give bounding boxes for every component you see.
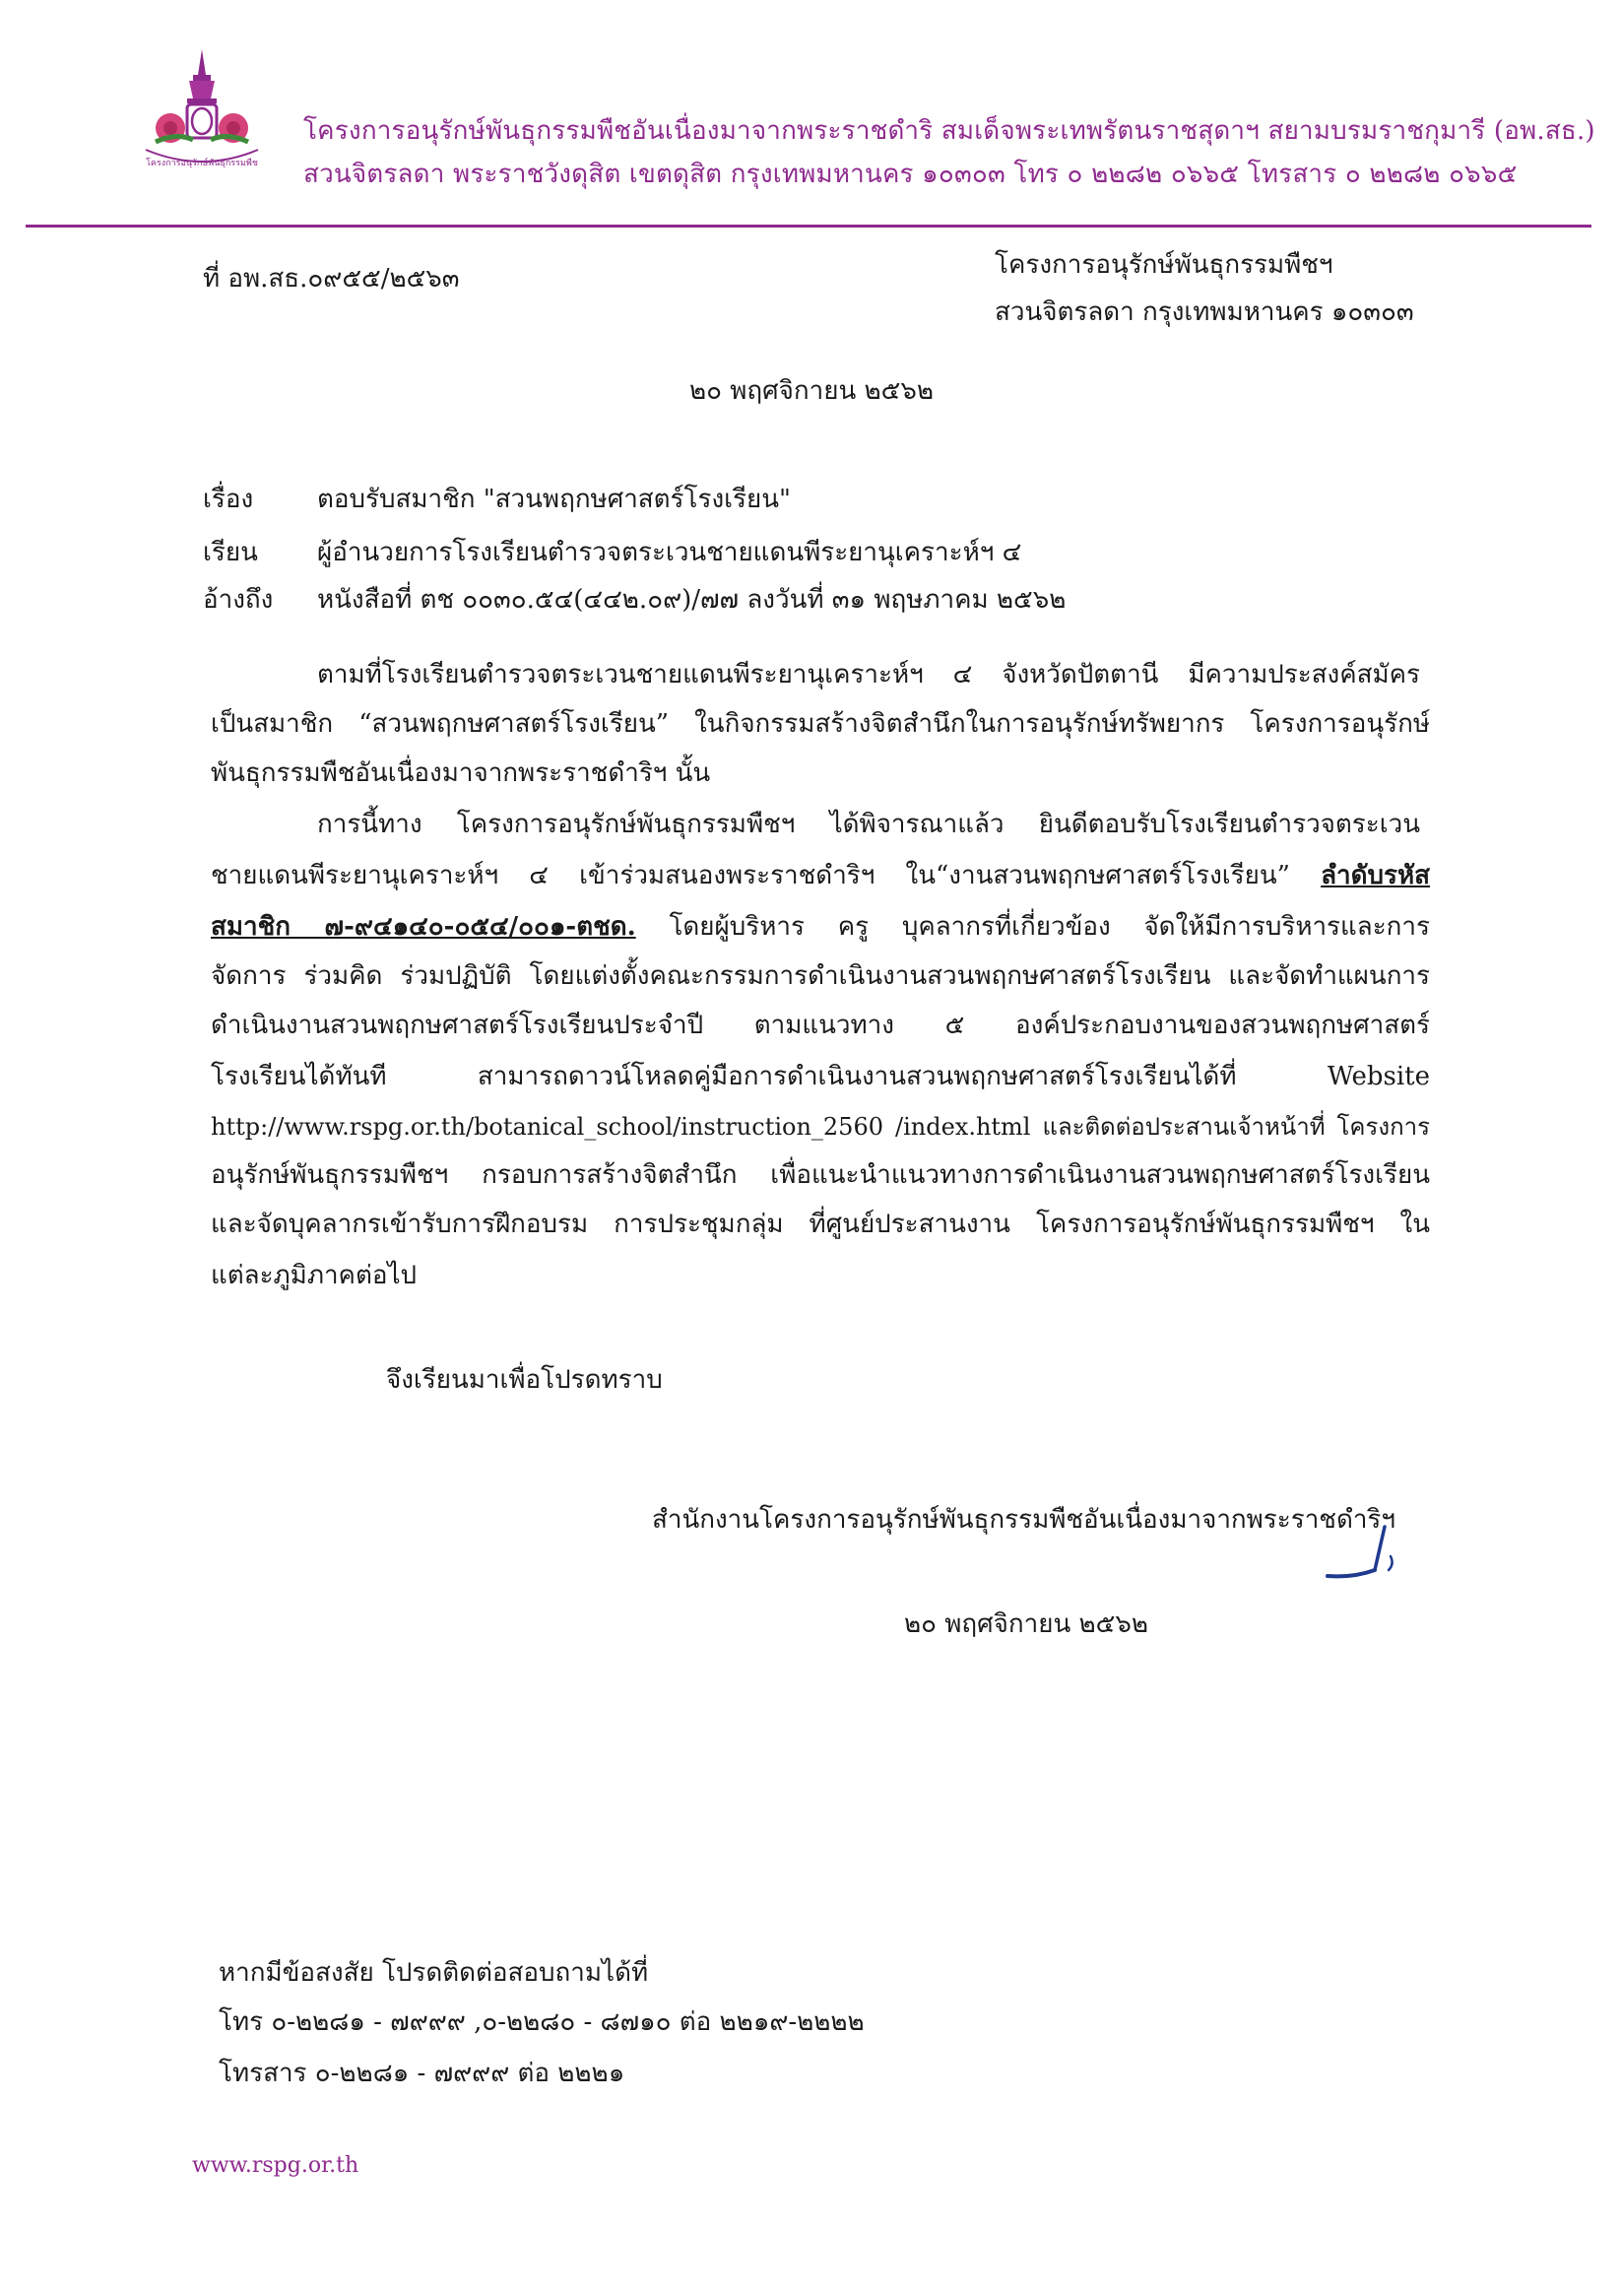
subject-text: ตอบรับสมาชิก "สวนพฤกษศาสตร์โรงเรียน" — [317, 485, 791, 514]
body-p2-line6: โรงเรียนได้ทันที สามารถดาวน์โหลดคู่มือการดำเนินงานสวนพฤกษศาสตร์โรงเรียนได้ที่ Website — [211, 1062, 1430, 1091]
signature-date: ๒๐ พฤศจิกายน ๒๕๖๒ — [904, 1609, 1148, 1639]
member-code-label: ลำดับรหัส — [1321, 861, 1430, 890]
contact-phone: โทร ๐-๒๒๘๑ - ๗๙๙๙ ,๐-๒๒๘๐ - ๘๗๑๐ ต่อ ๒๒๑๙-๒๒๒๒ — [219, 2007, 865, 2037]
body-p2-line1: การนี้ทาง โครงการอนุรักษ์พันธุกรรมพืชฯ ได้พิจารณาแล้ว ยินดีตอบรับโรงเรียนตำรวจตระเวน — [317, 810, 1420, 839]
body-p1-line1: ตามที่โรงเรียนตำรวจตระเวนชายแดนพีระยานุเคราะห์ฯ ๔ จังหวัดปัตตานี มีความประสงค์สมัคร — [317, 660, 1420, 689]
reference-label: อ้างถึง — [203, 585, 274, 615]
body-p2-line3: สมาชิก ๗-๙๔๑๔๐-๐๕๔/๐๐๑-ตชด. โดยผู้บริหาร ครู บุคลากรที่เกี่ยวข้อง จัดให้มีการบริหารและการ — [211, 912, 1430, 942]
logo-caption: โครงการอนุรักษ์พันธุกรรมพืช — [146, 159, 258, 168]
body-p2-line9: และจัดบุคลากรเข้ารับการฝึกอบรม การประชุมกลุ่ม ที่ศูนย์ประสานงาน โครงการอนุรักษ์พันธุกรรมพืชฯ ใน — [211, 1210, 1430, 1239]
letterhead-divider — [26, 225, 1591, 228]
closing-text: จึงเรียนมาเพื่อโปรดทราบ — [386, 1365, 663, 1395]
rspg-logo — [138, 47, 266, 173]
recipient-text: ผู้อำนวยการโรงเรียนตำรวจตระเวนชายแดนพีระยานุเคราะห์ฯ ๔ — [317, 538, 1022, 567]
body-p2-line4: จัดการ ร่วมคิด ร่วมปฏิบัติ โดยแต่งตั้งคณะกรรมการดำเนินงานสวนพฤกษศาสตร์โรงเรียน และจัดทำแผนการ — [211, 961, 1430, 991]
body-p2-line10: แต่ละภูมิภาคต่อไป — [211, 1261, 418, 1290]
contact-intro: หากมีข้อสงสัย โปรดติดต่อสอบถามได้ที่ — [219, 1958, 649, 1988]
recipient-label: เรียน — [203, 538, 258, 567]
body-p1-line2: เป็นสมาชิก “สวนพฤกษศาสตร์โรงเรียน” ในกิจกรรมสร้างจิตสำนึกในการอนุรักษ์ทรัพยากร โครงการอนุรักษ์ — [211, 709, 1430, 739]
sender-address: สวนจิตรลดา กรุงเทพมหานคร ๑๐๓๐๓ — [995, 297, 1414, 327]
footer-website-link[interactable]: www.rspg.or.th — [192, 2153, 359, 2178]
manual-link[interactable]: http://www.rspg.or.th/botanical_school/instruction_2560 /index.html และติดต่อประสานเจ้าหน้าที่ โครงการ — [211, 1113, 1430, 1141]
signer-organization: สำนักงานโครงการอนุรักษ์พันธุกรรมพืชอันเนื่องมาจากพระราชดำริฯ — [652, 1505, 1395, 1535]
letterhead-title: โครงการอนุรักษ์พันธุกรรมพืชอันเนื่องมาจากพระราชดำริ สมเด็จพระเทพรัตนราชสุดาฯ สยามบรมราชกุมารี (อพ.สธ.) — [303, 116, 1595, 146]
signature-mark — [1324, 1521, 1406, 1590]
contact-fax: โทรสาร ๐-๒๒๘๑ - ๗๙๙๙ ต่อ ๒๒๒๑ — [219, 2059, 625, 2088]
body-p2-line8: อนุรักษ์พันธุกรรมพืชฯ กรอบการสร้างจิตสำนึก เพื่อแนะนำแนวทางการดำเนินงานสวนพฤกษศาสตร์โรงเรียน — [211, 1160, 1430, 1190]
body-p2-line2: ชายแดนพีระยานุเคราะห์ฯ ๔ เข้าร่วมสนองพระราชดำริฯ ใน“งานสวนพฤกษศาสตร์โรงเรียน” ลำดับรหัส — [211, 861, 1430, 890]
body-p2-line5: ดำเนินงานสวนพฤกษศาสตร์โรงเรียนประจำปี ตามแนวทาง ๕ องค์ประกอบงานของสวนพฤกษศาสตร์ — [211, 1011, 1430, 1040]
letterhead-address: สวนจิตรลดา พระราชวังดุสิต เขตดุสิต กรุงเทพมหานคร ๑๐๓๐๓ โทร ๐ ๒๒๘๒ ๐๖๖๕ โทรสาร ๐ ๒๒๘๒ ๐๖๖๕ — [303, 160, 1518, 189]
letter-date: ๒๐ พฤศจิกายน ๒๕๖๒ — [689, 376, 934, 406]
subject-label: เรื่อง — [203, 485, 254, 514]
reference-number: ที่ อพ.สธ.๐๙๕๕/๒๕๖๓ — [203, 264, 460, 294]
sender-name: โครงการอนุรักษ์พันธุกรรมพืชฯ — [995, 250, 1333, 280]
reference-text: หนังสือที่ ตช ๐๐๓๐.๕๔(๔๔๒.๐๙)/๗๗ ลงวันที่ ๓๑ พฤษภาคม ๒๕๖๒ — [317, 585, 1067, 615]
body-p1-line3: พันธุกรรมพืชอันเนื่องมาจากพระราชดำริฯ นั้น — [211, 758, 711, 788]
member-code: สมาชิก ๗-๙๔๑๔๐-๐๕๔/๐๐๑-ตชด. — [211, 912, 636, 942]
